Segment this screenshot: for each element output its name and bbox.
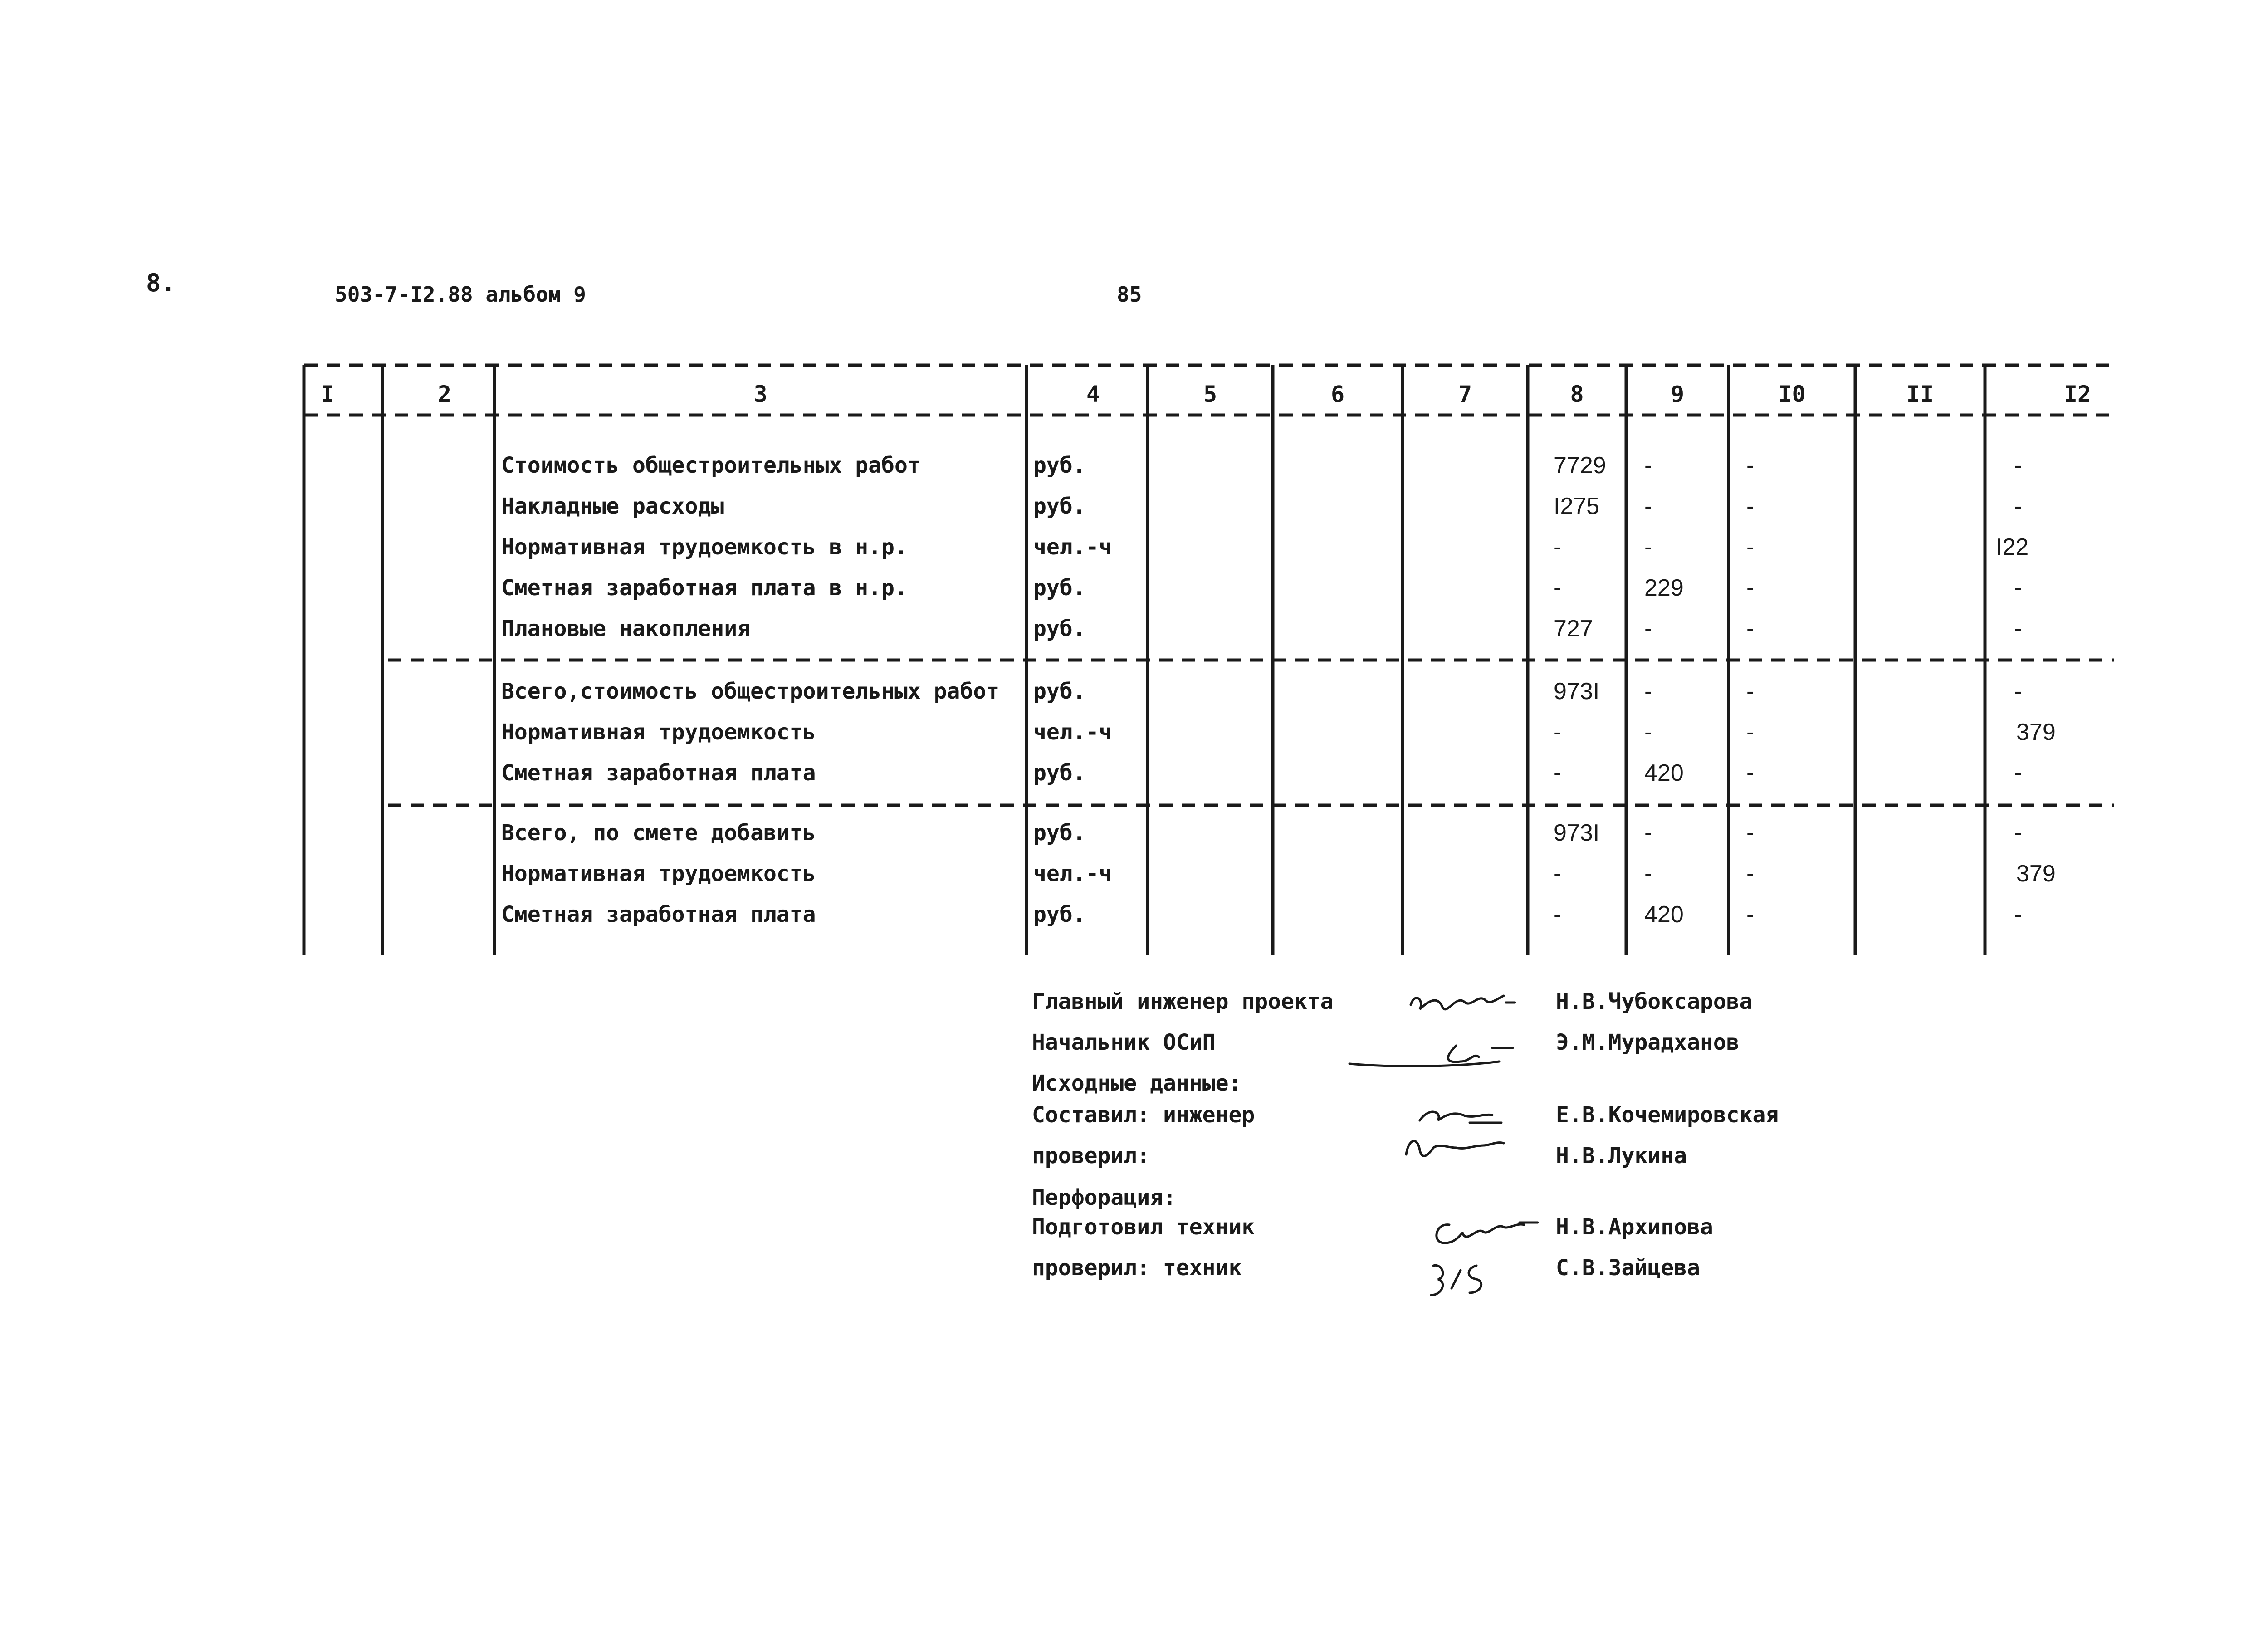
row-unit: руб.	[1033, 575, 1086, 601]
signature-technician	[1437, 1223, 1538, 1243]
cell-col9: 229	[1644, 575, 1684, 601]
row-unit: чел.-ч	[1033, 861, 1112, 886]
cell-col12: -	[2014, 575, 2022, 601]
cell-col8: 973I	[1554, 678, 1600, 704]
row-unit: руб.	[1033, 902, 1086, 927]
signature-checker	[1406, 1141, 1504, 1156]
cell-col12: -	[2014, 760, 2022, 786]
cell-col8: 7729	[1554, 452, 1606, 479]
cell-col12: -	[2014, 820, 2022, 846]
column-header-11: II	[1906, 381, 1934, 407]
cell-col9: -	[1644, 616, 1652, 642]
signature-head-osip	[1349, 1046, 1513, 1066]
row-name: Сметная заработная плата в н.р.	[501, 575, 908, 601]
row-unit: руб.	[1033, 453, 1086, 478]
cell-col10: -	[1746, 861, 1755, 887]
signoff-role: Главный инженер проекта	[1032, 989, 1334, 1014]
cell-col8: -	[1554, 719, 1562, 745]
signoff-role: Исходные данные:	[1032, 1071, 1242, 1096]
cell-col8: -	[1554, 575, 1562, 601]
cell-col10: -	[1746, 452, 1755, 479]
cell-col9: -	[1644, 452, 1652, 479]
cell-col12: 379	[2016, 861, 2056, 887]
document-reference: 503-7-I2.88 альбом 9	[335, 282, 586, 307]
column-header-2: 2	[437, 381, 452, 407]
signature-checker-technician	[1431, 1265, 1481, 1295]
page-number: 85	[1117, 282, 1142, 307]
cell-col10: -	[1746, 493, 1755, 519]
signoff-role: Начальник ОСиП	[1032, 1030, 1216, 1055]
cell-col9: -	[1644, 678, 1652, 704]
signoff-name: Н.В.Архипова	[1556, 1214, 1713, 1240]
row-unit: чел.-ч	[1033, 534, 1112, 560]
row-unit: руб.	[1033, 760, 1086, 786]
column-header-7: 7	[1458, 381, 1472, 407]
signature-compiler	[1420, 1112, 1501, 1123]
cell-col9: -	[1644, 861, 1652, 887]
signoff-name: Н.В.Чубоксарова	[1556, 989, 1753, 1014]
column-header-6: 6	[1330, 381, 1345, 407]
cell-col9: 420	[1644, 760, 1684, 786]
cell-col12: -	[2014, 678, 2022, 704]
cell-col9: -	[1644, 534, 1652, 560]
cell-col8: I275	[1554, 493, 1600, 519]
cell-col8: 973I	[1554, 820, 1600, 846]
cell-col10: -	[1746, 534, 1755, 560]
cell-col10: -	[1746, 820, 1755, 846]
cell-col12: -	[2014, 901, 2022, 928]
cell-col12: -	[2014, 493, 2022, 519]
row-name: Накладные расходы	[501, 494, 724, 519]
row-unit: руб.	[1033, 494, 1086, 519]
row-unit: чел.-ч	[1033, 719, 1112, 745]
cell-col9: 420	[1644, 901, 1684, 928]
column-header-4: 4	[1086, 381, 1100, 407]
row-name: Нормативная трудоемкость	[501, 861, 816, 886]
signoff-role: проверил: техник	[1032, 1255, 1242, 1281]
cell-col12: I22	[1996, 534, 2029, 560]
signoff-name: Е.В.Кочемировская	[1556, 1102, 1779, 1128]
signoff-name: Э.М.Мурадханов	[1556, 1030, 1740, 1055]
cell-col10: -	[1746, 678, 1755, 704]
cell-col8: -	[1554, 901, 1562, 928]
column-header-3: 3	[753, 381, 767, 407]
cell-col12: -	[2014, 452, 2022, 479]
signoff-name: Н.В.Лукина	[1556, 1143, 1687, 1169]
column-header-8: 8	[1570, 381, 1584, 407]
cell-col10: -	[1746, 575, 1755, 601]
row-name: Всего,стоимость общестроительных работ	[501, 679, 1000, 704]
row-name: Плановые накопления	[501, 616, 751, 641]
row-unit: руб.	[1033, 679, 1086, 704]
cell-col8: -	[1554, 861, 1562, 887]
signoff-role: Подготовил техник	[1032, 1214, 1255, 1240]
section-number: 8.	[146, 269, 176, 297]
row-name: Всего, по смете добавить	[501, 820, 816, 846]
column-header-12: I2	[2063, 381, 2092, 407]
signoff-role: проверил:	[1032, 1143, 1150, 1169]
cell-col12: 379	[2016, 719, 2056, 745]
cell-col12: -	[2014, 616, 2022, 642]
signoff-role: Перфорация:	[1032, 1185, 1176, 1210]
row-name: Стоимость общестроительных работ	[501, 453, 921, 478]
row-name: Нормативная трудоемкость в н.р.	[501, 534, 908, 560]
column-header-5: 5	[1203, 381, 1217, 407]
row-unit: руб.	[1033, 820, 1086, 846]
column-header-10: I0	[1778, 381, 1806, 407]
column-header-1: I	[320, 381, 335, 407]
cell-col9: -	[1644, 820, 1652, 846]
cell-col10: -	[1746, 901, 1755, 928]
column-header-9: 9	[1670, 381, 1685, 407]
signoff-name: С.В.Зайцева	[1556, 1255, 1700, 1281]
cell-col8: -	[1554, 534, 1562, 560]
row-name: Сметная заработная плата	[501, 760, 816, 786]
cell-col10: -	[1746, 760, 1755, 786]
cell-col9: -	[1644, 719, 1652, 745]
row-name: Сметная заработная плата	[501, 902, 816, 927]
cell-col9: -	[1644, 493, 1652, 519]
row-unit: руб.	[1033, 616, 1086, 641]
cell-col8: -	[1554, 760, 1562, 786]
signature-chief-engineer	[1411, 996, 1515, 1009]
cell-col8: 727	[1554, 616, 1593, 642]
signoff-role: Составил: инженер	[1032, 1102, 1255, 1128]
cell-col10: -	[1746, 719, 1755, 745]
cell-col10: -	[1746, 616, 1755, 642]
row-name: Нормативная трудоемкость	[501, 719, 816, 745]
